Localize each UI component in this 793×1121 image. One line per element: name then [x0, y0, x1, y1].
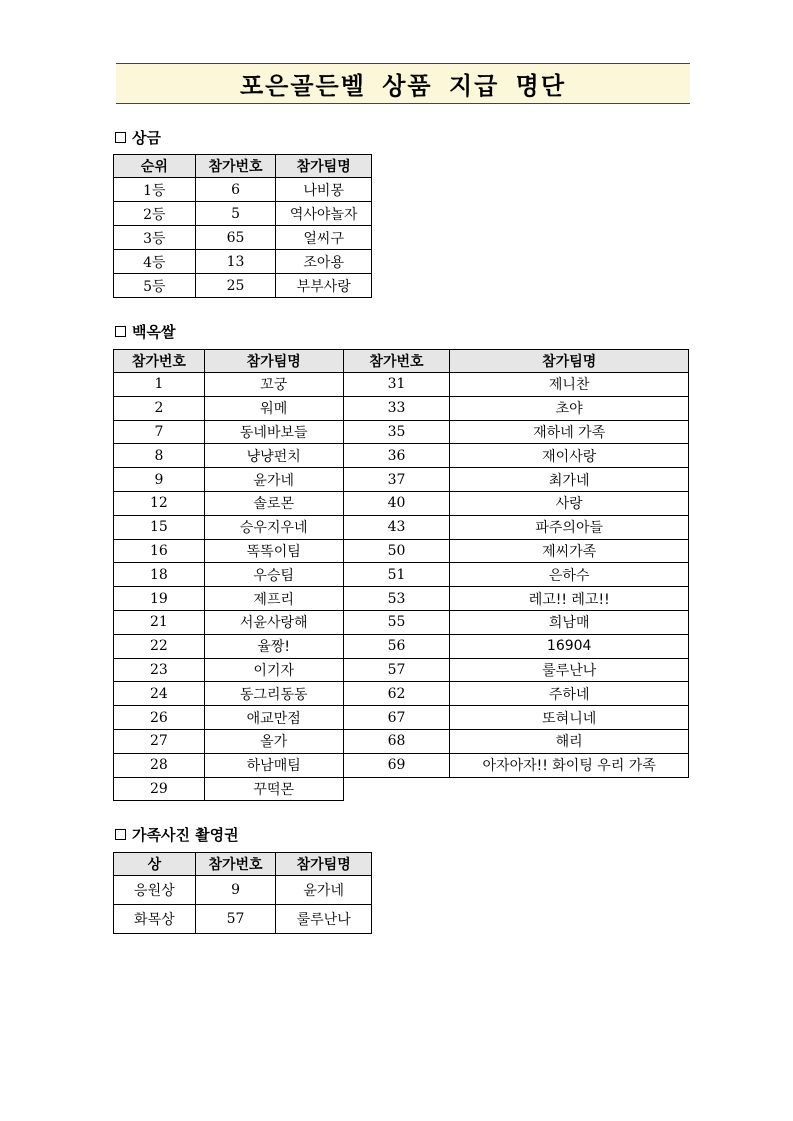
team-cell: 16904	[450, 634, 689, 658]
column-header: 순위	[114, 155, 196, 178]
team-cell: 제니찬	[450, 373, 689, 397]
table-row	[114, 396, 689, 420]
rank-cell: 3등	[114, 226, 196, 250]
number-cell: 65	[195, 226, 276, 250]
table-row	[114, 226, 372, 250]
number-cell: 36	[343, 444, 450, 468]
team-cell: 우승팀	[204, 563, 343, 587]
table-row	[114, 539, 689, 563]
team-cell: 재이사랑	[450, 444, 689, 468]
prize-table-header-row	[114, 155, 372, 178]
team-cell: 냥냥펀치	[204, 444, 343, 468]
team-cell: 솔로몬	[204, 491, 343, 515]
number-cell: 37	[343, 468, 450, 492]
rank-cell: 4등	[114, 250, 196, 274]
team-cell: 윤가네	[276, 876, 372, 905]
number-cell: 8	[114, 444, 205, 468]
column-header: 참가팀명	[450, 350, 689, 373]
table-row	[114, 491, 689, 515]
square-bullet-icon	[115, 829, 126, 840]
rank-cell: 1등	[114, 178, 196, 202]
number-cell: 9	[195, 876, 276, 905]
number-cell: 40	[343, 491, 450, 515]
table-row	[114, 250, 372, 274]
column-header: 참가번호	[343, 350, 450, 373]
column-header: 참가팀명	[276, 155, 372, 178]
table-row	[114, 682, 689, 706]
team-cell: 초야	[450, 396, 689, 420]
table-row	[114, 444, 689, 468]
team-cell: 승우지우네	[204, 515, 343, 539]
number-cell: 29	[114, 777, 205, 801]
prize-table	[113, 154, 372, 298]
number-cell: 6	[195, 178, 276, 202]
number-cell: 19	[114, 587, 205, 611]
table-row	[114, 658, 689, 682]
empty-cell	[343, 777, 450, 801]
table-row	[114, 729, 689, 753]
table-row	[114, 563, 689, 587]
team-cell: 레고!! 레고!!	[450, 587, 689, 611]
team-cell: 또혀니네	[450, 706, 689, 730]
team-cell: 룰루난나	[450, 658, 689, 682]
photo-table	[113, 852, 372, 934]
number-cell: 67	[343, 706, 450, 730]
rank-cell: 5등	[114, 274, 196, 298]
table-row	[114, 178, 372, 202]
empty-cell	[450, 777, 689, 801]
team-cell: 윤가네	[204, 468, 343, 492]
team-cell: 은하수	[450, 563, 689, 587]
team-cell: 동그리동동	[204, 682, 343, 706]
team-cell: 재하네 가족	[450, 420, 689, 444]
number-cell: 5	[195, 202, 276, 226]
team-cell: 파주의아들	[450, 515, 689, 539]
number-cell: 53	[343, 587, 450, 611]
table-row	[114, 515, 689, 539]
table-row	[114, 777, 689, 801]
team-cell: 희남매	[450, 610, 689, 634]
number-cell: 69	[343, 753, 450, 777]
number-cell: 1	[114, 373, 205, 397]
number-cell: 26	[114, 706, 205, 730]
number-cell: 23	[114, 658, 205, 682]
team-cell: 해리	[450, 729, 689, 753]
table-row	[114, 753, 689, 777]
team-cell: 꼬궁	[204, 373, 343, 397]
square-bullet-icon	[115, 326, 126, 337]
section-heading-rice-label: 백옥쌀	[132, 323, 176, 341]
team-cell: 나비몽	[276, 178, 372, 202]
number-cell: 50	[343, 539, 450, 563]
number-cell: 9	[114, 468, 205, 492]
number-cell: 13	[195, 250, 276, 274]
team-cell: 이기자	[204, 658, 343, 682]
number-cell: 12	[114, 491, 205, 515]
section-heading-rice	[115, 321, 175, 342]
column-header: 참가번호	[195, 155, 276, 178]
number-cell: 57	[195, 905, 276, 934]
number-cell: 56	[343, 634, 450, 658]
number-cell: 27	[114, 729, 205, 753]
team-cell: 얼씨구	[276, 226, 372, 250]
number-cell: 21	[114, 610, 205, 634]
team-cell: 서윤사랑해	[204, 610, 343, 634]
number-cell: 24	[114, 682, 205, 706]
table-row	[114, 634, 689, 658]
photo-table-header-row	[114, 853, 372, 876]
number-cell: 28	[114, 753, 205, 777]
number-cell: 31	[343, 373, 450, 397]
column-header: 참가번호	[195, 853, 276, 876]
team-cell: 사랑	[450, 491, 689, 515]
team-cell: 역사야놀자	[276, 202, 372, 226]
table-row	[114, 468, 689, 492]
number-cell: 18	[114, 563, 205, 587]
team-cell: 율짱!	[204, 634, 343, 658]
team-cell: 조아용	[276, 250, 372, 274]
number-cell: 57	[343, 658, 450, 682]
team-cell: 제프리	[204, 587, 343, 611]
team-cell: 동네바보들	[204, 420, 343, 444]
number-cell: 2	[114, 396, 205, 420]
team-cell: 꾸떡몬	[204, 777, 343, 801]
number-cell: 62	[343, 682, 450, 706]
section-heading-photo	[115, 824, 239, 845]
award-cell: 응원상	[114, 876, 196, 905]
team-cell: 똑똑이팀	[204, 539, 343, 563]
table-row	[114, 706, 689, 730]
table-row	[114, 587, 689, 611]
column-header: 참가팀명	[276, 853, 372, 876]
square-bullet-icon	[115, 132, 126, 143]
section-heading-photo-label: 가족사진 촬영권	[132, 826, 239, 844]
table-row	[114, 202, 372, 226]
number-cell: 22	[114, 634, 205, 658]
number-cell: 33	[343, 396, 450, 420]
number-cell: 7	[114, 420, 205, 444]
table-row	[114, 610, 689, 634]
number-cell: 43	[343, 515, 450, 539]
award-cell: 화목상	[114, 905, 196, 934]
team-cell: 최가네	[450, 468, 689, 492]
table-row	[114, 905, 372, 934]
team-cell: 워메	[204, 396, 343, 420]
rank-cell: 2등	[114, 202, 196, 226]
column-header: 상	[114, 853, 196, 876]
column-header: 참가팀명	[204, 350, 343, 373]
number-cell: 68	[343, 729, 450, 753]
number-cell: 55	[343, 610, 450, 634]
team-cell: 룰루난나	[276, 905, 372, 934]
section-heading-prize-label: 상금	[132, 129, 161, 147]
team-cell: 제씨가족	[450, 539, 689, 563]
table-row	[114, 876, 372, 905]
team-cell: 아자아자!! 화이팅 우리 가족	[450, 753, 689, 777]
number-cell: 16	[114, 539, 205, 563]
table-row	[114, 274, 372, 298]
number-cell: 51	[343, 563, 450, 587]
team-cell: 애교만점	[204, 706, 343, 730]
column-header: 참가번호	[114, 350, 205, 373]
rice-table-header-row	[114, 350, 689, 373]
team-cell: 부부사랑	[276, 274, 372, 298]
number-cell: 35	[343, 420, 450, 444]
title-banner	[116, 63, 690, 104]
team-cell: 하남매팀	[204, 753, 343, 777]
team-cell: 주하네	[450, 682, 689, 706]
rice-table	[113, 349, 689, 801]
section-heading-prize	[115, 127, 161, 148]
number-cell: 25	[195, 274, 276, 298]
number-cell: 15	[114, 515, 205, 539]
table-row	[114, 373, 689, 397]
team-cell: 올가	[204, 729, 343, 753]
page-title: 포은골든벨 상품 지급 명단	[239, 72, 567, 100]
table-row	[114, 420, 689, 444]
